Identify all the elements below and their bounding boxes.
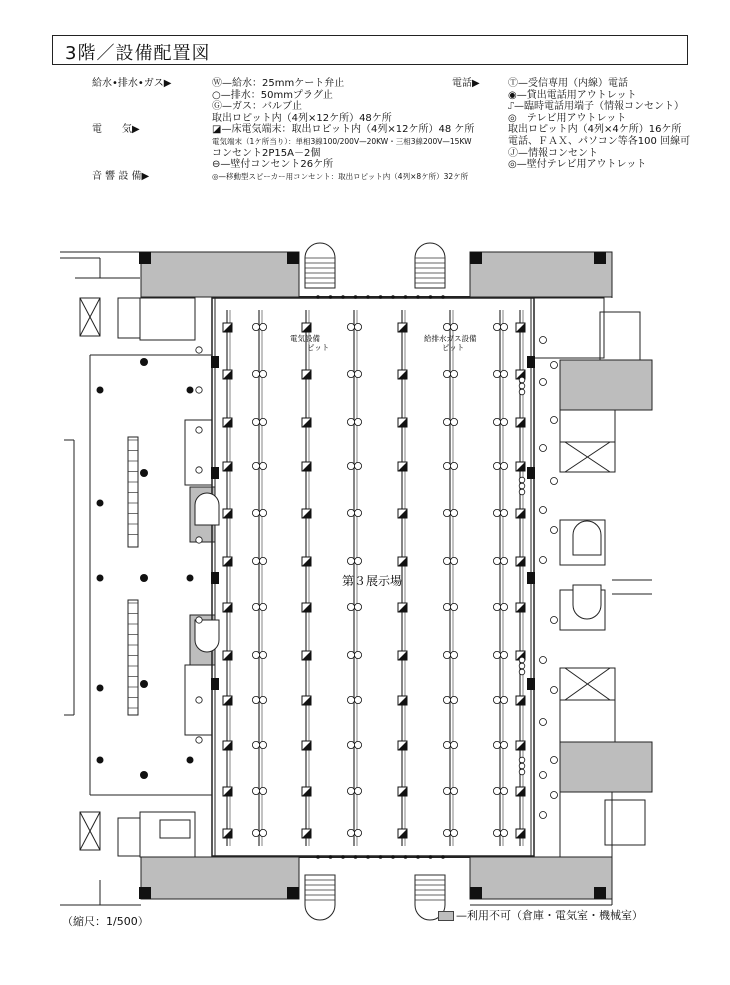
wall-outlet <box>540 379 547 386</box>
speaker-outlet <box>519 489 525 495</box>
wall-outlet <box>196 387 202 393</box>
speaker-outlet <box>519 383 525 389</box>
floor-electric-terminal <box>516 418 525 427</box>
wall-outlet <box>540 445 547 452</box>
legend-item: 取出ロピット内（4列×4ケ所）16ケ所 <box>508 124 682 136</box>
wall-outlet <box>196 537 202 543</box>
hall-label: 第３展示場 <box>342 574 403 588</box>
wall-stud <box>441 855 445 859</box>
wall-outlet <box>540 557 547 564</box>
floor-electric-terminal <box>302 829 311 838</box>
speaker-outlet <box>519 483 525 489</box>
speaker-outlet <box>519 663 525 669</box>
floor-electric-terminal <box>223 829 232 838</box>
speaker-outlet <box>519 669 525 675</box>
restricted-area <box>141 252 299 297</box>
legend-item: ○—排水：50mmプラグ止 <box>212 89 333 101</box>
unavailable-legend <box>438 907 643 923</box>
restricted-area <box>470 252 612 297</box>
wall-outlet <box>551 687 558 694</box>
legend-item: 電気端末（1ケ所当り）：単相3線100/200V—20KW・三相3線200V—15KW <box>212 136 472 146</box>
column <box>97 500 104 507</box>
wall-outlet <box>196 617 202 623</box>
legend-item: 電話、ＦＡＸ、パソコン等各100 回線可 <box>508 135 691 147</box>
floor-electric-terminal <box>223 557 232 566</box>
column <box>470 887 482 899</box>
wall-stud <box>404 295 408 299</box>
column <box>140 680 148 688</box>
floor-electric-terminal <box>398 418 407 427</box>
speaker-outlet <box>519 769 525 775</box>
legend-category: 給水•排水•ガス▶ <box>92 78 172 89</box>
pit-label-plumbing-line2: ピット <box>442 343 465 352</box>
speaker-outlet <box>519 389 525 395</box>
pit-label-electric-line1: 電気設備 <box>290 334 320 343</box>
wall-stud <box>429 855 433 859</box>
unavailable-label: —利用不可（倉庫・電気室・機械室） <box>456 909 643 922</box>
legend-item: ◉—貸出電話用アウトレット <box>508 89 637 101</box>
floor-electric-terminal <box>223 509 232 518</box>
column <box>527 678 535 690</box>
wall-outlet <box>551 527 558 534</box>
floor-electric-terminal <box>302 418 311 427</box>
restricted-area <box>560 742 652 792</box>
floor-electric-terminal <box>398 696 407 705</box>
floor-electric-terminal <box>302 741 311 750</box>
wall-outlet <box>551 362 558 369</box>
column <box>211 356 219 368</box>
legend-item: ◎—移動型スピーカー用コンセント：取出ロピット内（4列×8ケ所）32ケ所 <box>212 171 469 181</box>
legend-item: ⊖—壁付コンセント26ケ所 <box>212 159 334 171</box>
column <box>187 575 194 582</box>
wall-stud <box>404 855 408 859</box>
floor-electric-terminal <box>398 462 407 471</box>
pit-label-electric <box>290 333 329 352</box>
floor-electric-terminal <box>516 829 525 838</box>
column <box>527 572 535 584</box>
pit-label-plumbing-line1: 給排水ガス設備 <box>424 334 477 343</box>
wall-outlet <box>196 467 202 473</box>
wall-stud <box>391 295 395 299</box>
floor-electric-terminal <box>302 509 311 518</box>
speaker-outlet <box>519 757 525 763</box>
wall-outlet <box>551 792 558 799</box>
floor-electric-terminal <box>223 787 232 796</box>
column <box>594 887 606 899</box>
column <box>187 387 194 394</box>
wall-stud <box>354 855 358 859</box>
floor-electric-terminal <box>516 509 525 518</box>
legend-item: ◎—壁付テレビ用アウトレット <box>508 159 647 171</box>
wall-outlet <box>551 617 558 624</box>
floor-electric-terminal <box>223 418 232 427</box>
wall-outlet <box>196 697 202 703</box>
wall-stud <box>441 295 445 299</box>
floor-electric-terminal <box>223 323 232 332</box>
legend-item: コンセント2P15A－2個 <box>212 147 321 159</box>
floor-electric-terminal <box>398 787 407 796</box>
wall-stud <box>316 295 320 299</box>
wall-stud <box>379 855 383 859</box>
floor-electric-terminal <box>398 323 407 332</box>
column <box>211 572 219 584</box>
column <box>97 685 104 692</box>
speaker-outlet <box>519 763 525 769</box>
floor-electric-terminal <box>223 370 232 379</box>
floor-electric-terminal <box>223 741 232 750</box>
wall-outlet <box>196 427 202 433</box>
legend-item: ⑀—臨時電話用端子（情報コンセント） <box>508 101 684 113</box>
floor-electric-terminal <box>516 787 525 796</box>
floor-electric-terminal <box>516 557 525 566</box>
wall-outlet <box>540 812 547 819</box>
wall-stud <box>429 295 433 299</box>
floor-electric-terminal <box>223 696 232 705</box>
floor-electric-terminal <box>223 462 232 471</box>
wall-stud <box>354 295 358 299</box>
floor-electric-terminal <box>302 696 311 705</box>
wall-outlet <box>540 657 547 664</box>
floor-electric-terminal <box>223 603 232 612</box>
floor-electric-terminal <box>398 603 407 612</box>
floor-electric-terminal <box>302 370 311 379</box>
wall-stud <box>416 295 420 299</box>
floor-electric-terminal <box>398 741 407 750</box>
floor-electric-terminal <box>302 323 311 332</box>
column <box>97 387 104 394</box>
legend-item: 取出ロピット内（4列×12ケ所）48ケ所 <box>212 112 392 124</box>
speaker-outlet <box>519 657 525 663</box>
column <box>97 757 104 764</box>
wall-outlet <box>540 772 547 779</box>
wall-stud <box>366 855 370 859</box>
restricted-area <box>470 857 612 899</box>
column <box>139 887 151 899</box>
legend-item: ◪—床電気端末：取出ロピット内（4列×12ケ所）48 ケ所 <box>212 124 475 136</box>
wall-outlet <box>196 347 202 353</box>
scale-note: （縮尺：1/500） <box>62 915 149 928</box>
floor-electric-terminal <box>302 787 311 796</box>
floor-electric-terminal <box>398 829 407 838</box>
wall-outlet <box>551 417 558 424</box>
column <box>187 757 194 764</box>
wall-outlet <box>540 719 547 726</box>
column <box>211 467 219 479</box>
floor-electric-terminal <box>516 696 525 705</box>
wall-stud <box>329 855 333 859</box>
speaker-outlet <box>519 477 525 483</box>
legend-category: 電 気▶ <box>92 124 140 136</box>
wall-stud <box>329 295 333 299</box>
wall-stud <box>341 295 345 299</box>
legend-category: 電話▶ <box>452 78 480 89</box>
wall-outlet <box>551 757 558 764</box>
legend-item: Ⓖ—ガス：バルブ止 <box>212 101 302 113</box>
wall-stud <box>316 855 320 859</box>
pit-label-plumbing <box>424 333 479 352</box>
legend-item: Ⓦ—給水：25mmケート弁止 <box>212 78 345 89</box>
column <box>97 575 104 582</box>
column <box>140 574 148 582</box>
floor-electric-terminal <box>516 603 525 612</box>
legend-item: Ⓣ—受信専用（内線）電話 <box>508 78 628 89</box>
wall-stud <box>366 295 370 299</box>
floor-electric-terminal <box>398 651 407 660</box>
floor-electric-terminal <box>516 323 525 332</box>
floor-electric-terminal <box>398 509 407 518</box>
column <box>139 252 151 264</box>
column <box>140 358 148 366</box>
floor-electric-terminal <box>302 603 311 612</box>
wall-stud <box>379 295 383 299</box>
floor-electric-terminal <box>302 557 311 566</box>
pit-label-electric-line2: ピット <box>307 343 330 352</box>
floor-electric-terminal <box>223 651 232 660</box>
wall-stud <box>391 855 395 859</box>
wall-outlet <box>540 507 547 514</box>
column <box>594 252 606 264</box>
floor-electric-terminal <box>302 651 311 660</box>
restricted-area <box>560 360 652 410</box>
floor-electric-terminal <box>398 557 407 566</box>
column <box>470 252 482 264</box>
wall-outlet <box>551 478 558 485</box>
column <box>527 356 535 368</box>
wall-stud <box>416 855 420 859</box>
page-title: 3階／設備配置図 <box>65 43 211 64</box>
speaker-outlet <box>519 377 525 383</box>
column <box>140 771 148 779</box>
column <box>211 678 219 690</box>
column <box>140 469 148 477</box>
floor-electric-terminal <box>516 741 525 750</box>
legend-item: Ⓙ—情報コンセント <box>508 147 598 159</box>
wall-stud <box>341 855 345 859</box>
wall-outlet <box>196 737 202 743</box>
restricted-area <box>141 857 299 899</box>
floor-electric-terminal <box>516 462 525 471</box>
column <box>287 887 299 899</box>
column <box>287 252 299 264</box>
floor-electric-terminal <box>302 462 311 471</box>
wall-outlet <box>540 337 547 344</box>
column <box>527 467 535 479</box>
legend-category: 音 響 設 備▶ <box>92 170 150 182</box>
legend-item: ◎ テレビ用アウトレット <box>508 112 627 124</box>
unavailable-swatch <box>438 911 454 921</box>
floor-electric-terminal <box>398 370 407 379</box>
